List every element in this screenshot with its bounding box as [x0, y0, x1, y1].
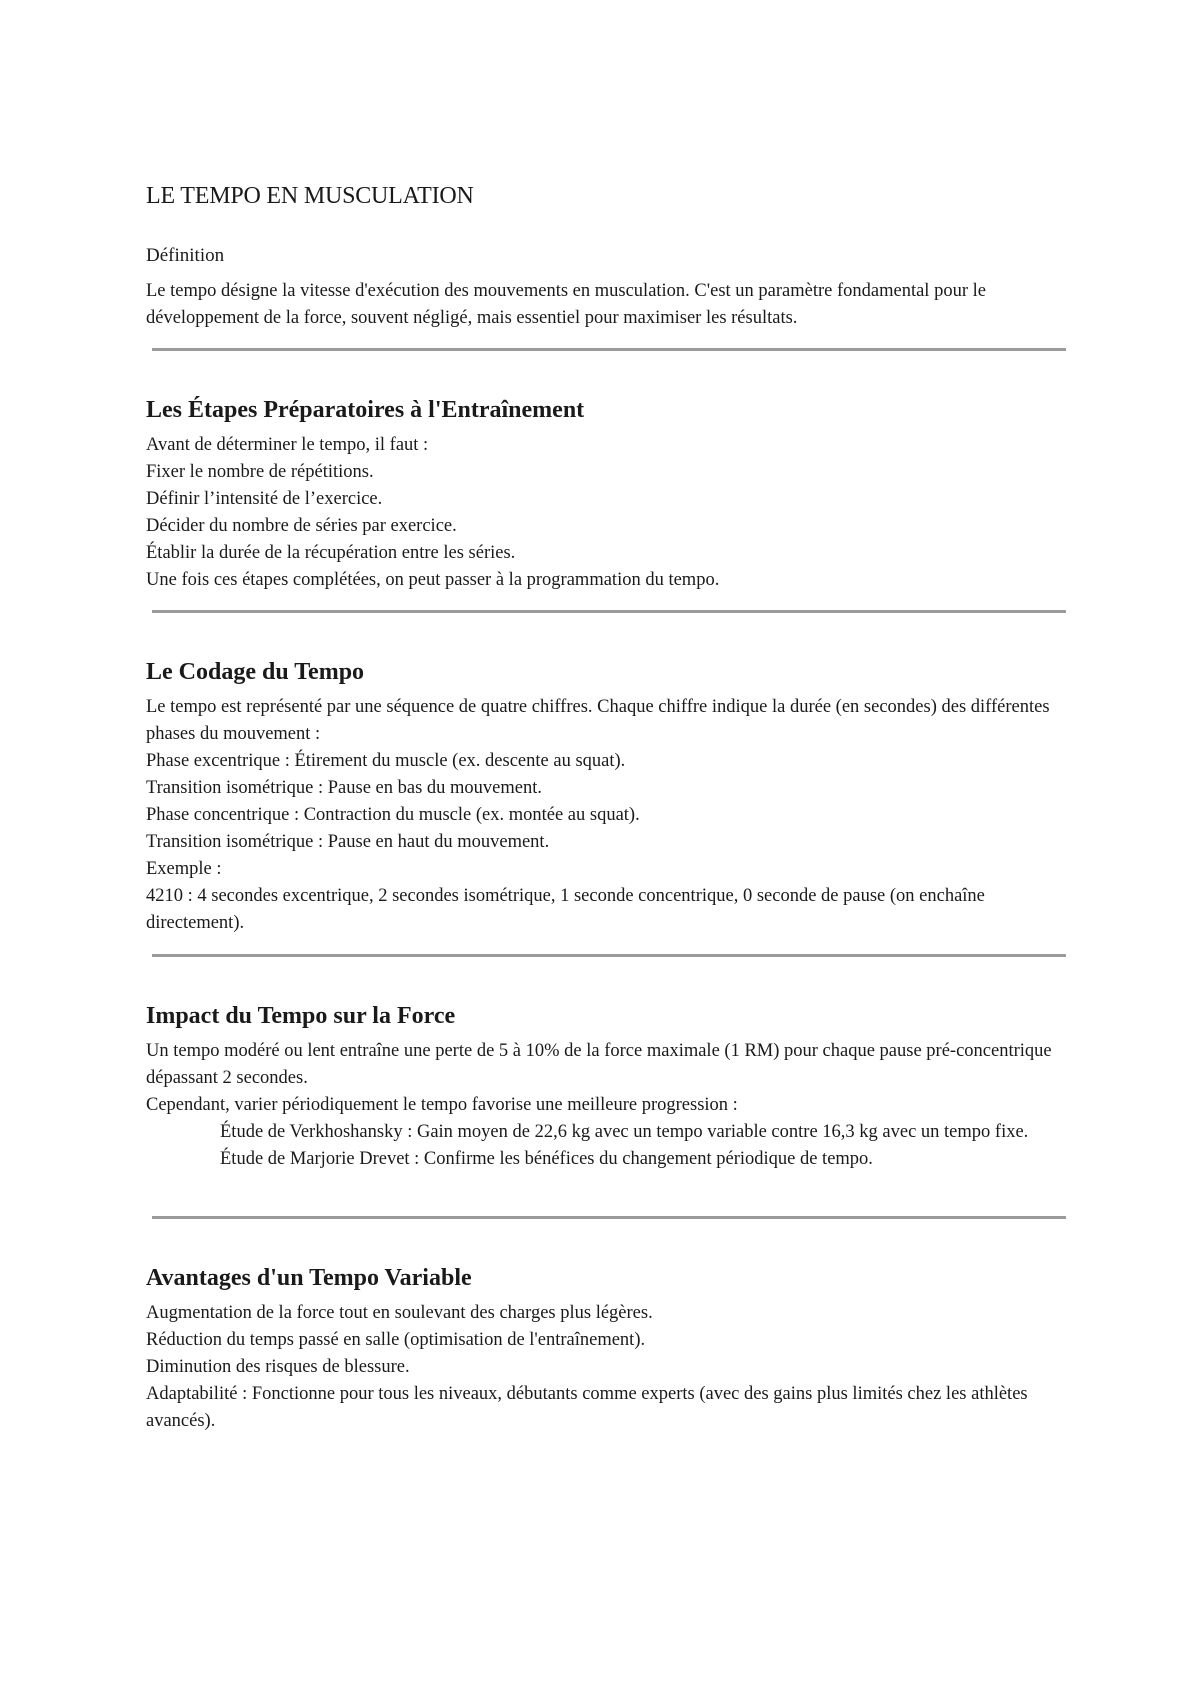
- text-line: Transition isométrique : Pause en haut du mouvement.: [146, 832, 550, 852]
- definition-text: Le tempo désigne la vitesse d'exécution des mouvements en musculation. C'est un paramètre fondamental pour le développement de la force, souvent négligé, mais essentiel pour maximiser les résultats.: [146, 281, 986, 328]
- section-heading: Avantages d'un Tempo Variable: [146, 1265, 472, 1291]
- text-line: Établir la durée de la récupération entre les séries.: [146, 543, 516, 563]
- text-line: Un tempo modéré ou lent entraîne une perte de 5 à 10% de la force maximale (1 RM) pour chaque pause pré-concentrique dépassant 2 secondes.: [146, 1041, 1052, 1088]
- definition-heading: Définition: [146, 245, 225, 266]
- section-variable-tempo-benefits: [146, 1260, 1066, 1435]
- divider: [152, 610, 1066, 613]
- section-heading: Les Étapes Préparatoires à l'Entraînement: [146, 397, 585, 423]
- divider: [152, 954, 1066, 957]
- section-lines: [146, 432, 1066, 594]
- document-title: LE TEMPO EN MUSCULATION: [146, 183, 474, 209]
- text-line: Avant de déterminer le tempo, il faut :: [146, 435, 429, 455]
- divider: [152, 348, 1066, 351]
- text-line: Phase concentrique : Contraction du muscle (ex. montée au squat).: [146, 805, 640, 825]
- text-line: Réduction du temps passé en salle (optimisation de l'entraînement).: [146, 1330, 646, 1350]
- text-line: Cependant, varier périodiquement le tempo favorise une meilleure progression :: [146, 1095, 738, 1115]
- study-line: Étude de Marjorie Drevet : Confirme les bénéfices du changement périodique de tempo.: [220, 1149, 873, 1169]
- section-preparatory-steps: [146, 392, 1066, 594]
- text-line: Fixer le nombre de répétitions.: [146, 462, 374, 482]
- divider: [152, 1216, 1066, 1219]
- text-line: Définir l’intensité de l’exercice.: [146, 489, 383, 509]
- section-lines: [146, 1038, 1066, 1173]
- section-heading: Impact du Tempo sur la Force: [146, 1003, 456, 1029]
- text-line: Décider du nombre de séries par exercice.: [146, 516, 457, 536]
- text-line: 4210 : 4 secondes excentrique, 2 secondes isométrique, 1 seconde concentrique, 0 seconde de pause (on enchaîne directement).: [146, 886, 985, 933]
- study-line: Étude de Verkhoshansky : Gain moyen de 22,6 kg avec un tempo variable contre 16,3 kg avec un tempo fixe.: [220, 1122, 1029, 1142]
- section-tempo-coding: [146, 654, 1066, 937]
- text-line: Diminution des risques de blessure.: [146, 1357, 410, 1377]
- text-line: Phase excentrique : Étirement du muscle (ex. descente au squat).: [146, 751, 626, 771]
- section-tempo-impact: [146, 998, 1066, 1173]
- text-line: Transition isométrique : Pause en bas du mouvement.: [146, 778, 542, 798]
- text-line: Une fois ces étapes complétées, on peut passer à la programmation du tempo.: [146, 570, 720, 590]
- text-line: Exemple :: [146, 859, 222, 879]
- text-line: Adaptabilité : Fonctionne pour tous les niveaux, débutants comme experts (avec des gains plus limités chez les athlètes avancés).: [146, 1384, 1028, 1431]
- text-line: Le tempo est représenté par une séquence de quatre chiffres. Chaque chiffre indique la durée (en secondes) des différentes phases du mouvement :: [146, 697, 1050, 744]
- section-lines: [146, 694, 1066, 937]
- section-heading: Le Codage du Tempo: [146, 659, 365, 685]
- section-lines: [146, 1300, 1066, 1435]
- text-line: Augmentation de la force tout en soulevant des charges plus légères.: [146, 1303, 653, 1323]
